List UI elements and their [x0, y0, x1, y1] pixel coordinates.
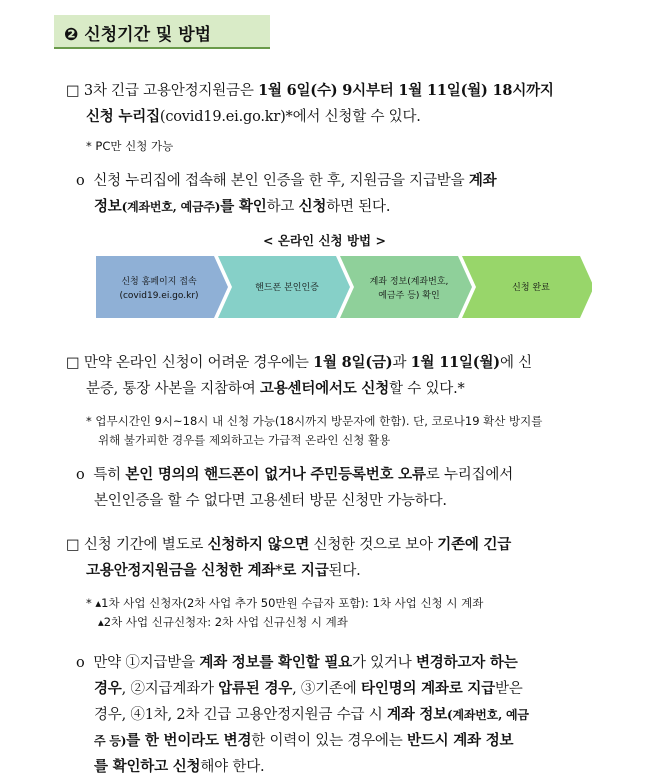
bold-text: 변경하고자 하는	[416, 654, 518, 671]
bold-text: 계좌 정보를 확인할 필요	[199, 654, 352, 671]
text: 받은	[495, 681, 523, 697]
text: 된다.	[328, 563, 361, 579]
diagram-title: < 온라인 신청 방법 >	[263, 233, 386, 248]
note-line: * 업무시간인 9시~18시 내 신청 가능(18시까지 방문자에 한함). 단, 코로나19 확산 방지를	[86, 414, 543, 428]
circle-bullet: o	[76, 655, 85, 671]
bold-text: 1월 6일(수) 9시부터 1월 11일(월) 18시까지	[258, 82, 554, 99]
note-accounts	[86, 594, 483, 632]
text: 분증, 통장 사본을 지참하여	[86, 381, 260, 397]
bold-text: 계좌 정보	[386, 706, 448, 723]
text: 만약 ①지급받을	[93, 655, 200, 671]
bold-text: 기존에 긴급	[437, 536, 512, 553]
step-label: 계좌 정보(계좌번호,	[369, 277, 449, 287]
bold-text: 를 확인	[220, 198, 267, 215]
step-chevron	[96, 256, 228, 318]
text: 한 이력이 있는 경우에는	[251, 733, 407, 749]
paragraph-id-issue	[76, 462, 626, 514]
text: 가 있거나	[351, 655, 416, 671]
text: , ②지급계좌가	[121, 681, 219, 697]
bold-text: 를 확인하고 신청	[94, 758, 201, 775]
note-office-hours	[86, 412, 542, 450]
bold-text: 압류된 경우	[218, 680, 293, 697]
step-label: 신청 완료	[512, 283, 550, 293]
note-pc-only: * PC만 신청 가능	[86, 139, 174, 153]
step-chevron	[340, 256, 472, 318]
bold-text: 1월 8일(금)	[313, 354, 393, 371]
text: 신청한 것으로 보아	[309, 537, 438, 553]
text: 신청 기간에 별도로	[83, 537, 208, 553]
section-header	[54, 15, 270, 49]
text: 로 누리집에서	[425, 467, 514, 483]
text: 해야 한다.	[200, 759, 265, 775]
circle-bullet: o	[76, 173, 85, 189]
paragraph-offline-apply	[66, 350, 626, 402]
bold-text: 타인명의 계좌로 지급	[361, 680, 495, 697]
bold-text: 로 지급	[282, 562, 329, 579]
note-line: 위해 불가피한 경우를 제외하고는 가급적 온라인 신청 활용	[98, 433, 391, 447]
text: 특히	[93, 467, 126, 483]
text: 하고	[266, 199, 299, 215]
paragraph-must-verify	[76, 650, 626, 780]
bold-text: 고용센터에서도 신청	[259, 380, 390, 397]
paragraph-auto-pay	[66, 532, 626, 584]
text: 하면 된다.	[326, 199, 391, 215]
text: 할 수 있다.*	[389, 381, 465, 397]
note-line: * ▴1차 사업 신청자(2차 사업 추가 50만원 수급자 포함): 1차 사업 신청 시 계좌	[86, 596, 484, 610]
step-label: 핸드폰 본인인증	[255, 283, 319, 293]
bold-text: 1월 11일(월)	[410, 354, 500, 371]
square-bullet: □	[66, 83, 80, 99]
text: 신청 누리집에 접속해 본인 인증을 한 후, 지원금을 지급받을	[93, 173, 469, 189]
section-title: ❷ 신청기간 및 방법	[64, 25, 212, 45]
text: 경우, ④1차, 2차 긴급 고용안정지원금 수급 시	[94, 707, 387, 723]
bold-text: 계좌	[468, 172, 497, 189]
online-apply-steps-diagram	[96, 252, 592, 322]
text: 만약 온라인 신청이 어려운 경우에는	[83, 355, 314, 371]
circle-bullet: o	[76, 467, 85, 483]
bold-text: 를 한 번이라도 변경	[126, 732, 252, 749]
bold-text: 고용안정지원금을 신청한 계좌	[86, 562, 276, 579]
text: , ③기존에	[292, 681, 362, 697]
text: (covid19.ei.go.kr)*에서 신청할 수 있다.	[159, 109, 421, 125]
bold-text: 정보	[94, 198, 122, 215]
bold-text: 주 등)	[94, 734, 127, 748]
text: 3차 긴급 고용안정지원금은	[83, 83, 259, 99]
text: 과	[392, 355, 411, 371]
square-bullet: □	[66, 537, 80, 553]
bold-text: 본인 명의의 핸드폰이 없거나 주민등록번호 오류	[125, 466, 426, 483]
step-label: (covid19.ei.go.kr)	[119, 291, 199, 301]
text: (계좌번호, 예금	[447, 708, 529, 722]
paragraph-online-method	[76, 168, 626, 220]
bold-text: 신청	[298, 198, 327, 215]
step-label: 신청 홈페이지 접속	[121, 277, 197, 287]
text: 에 신	[499, 355, 532, 371]
bold-text: 신청하지 않으면	[207, 536, 310, 553]
text: (계좌번호, 예금주)	[121, 200, 221, 214]
bold-text: 신청 누리집	[86, 108, 160, 125]
square-bullet: □	[66, 355, 80, 371]
paragraph-apply-period	[66, 78, 626, 130]
step-label: 예금주 등) 확인	[378, 291, 440, 301]
text: *	[275, 563, 283, 579]
bold-text: 경우	[94, 680, 122, 697]
text: 본인인증을 할 수 없다면 고용센터 방문 신청만 가능하다.	[94, 493, 447, 509]
note-line: ▴2차 사업 신규신청자: 2차 사업 신규신청 시 계좌	[98, 615, 348, 629]
bold-text: 반드시 계좌 정보	[406, 732, 514, 749]
